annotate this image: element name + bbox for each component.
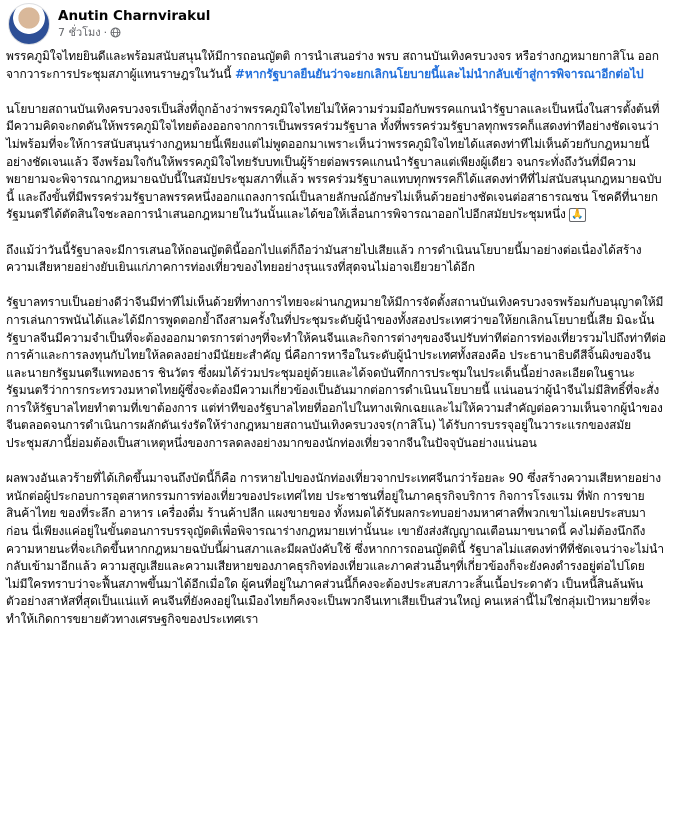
paragraph-1-text: พรรคภูมิใจไทยยินดีและพร้อมสนับสนุนให้มีการถอนญัตติ การนำเสนอร่าง พรบ สถานบันเทิงครบวงจร หรือร่างกฎหมายกาสิโน ออกจากวาระการประชุมสภาผู้แทนราษฎรในวันนี้ bbox=[6, 49, 659, 81]
paragraph-2-text: นโยบายสถานบันเทิงครบวงจรเป็นสิ่งที่ถูกอ้างว่าพรรคภูมิใจไทยไม่ให้ความร่วมมือกับพรรคแกนนำรัฐบาลและเป็นหนึ่งในสารตั้งต้นที่มีความคิดจะกดดันให้พรรคภูมิใจไทยต้องออกจากการเป็นพรรคร่วมรัฐบาล ทั้งที่พรรคร่วมรัฐบาลทุกพรรคก็แสดงท่าทีอย่างชัดเจนว่าไม่พร้อมที่จะให้การสนับสนุนร่างกฎหมายนี้เพียงแต่ไม่พูดออกมาเพราะเห็นว่าพรรคภูมิใจไทยได้แสดงท่าทีไม่เห็นด้วยกับกฎหมายนี้อย่างชัดเจนแล้ว จึงพร้อมใจกันให้พรรคภูมิใจไทยรับบทเป็นผู้ร้ายต่อพรรคแกนนำรัฐบาลแต่เพียงผู้เดียว จนกระทั่งถึงวันที่มีความพยายามจะพิจารณากฎหมายฉบับนี้ในสมัยประชุมสภาที่แล้ว พรรคร่วมรัฐบาลแทบทุกพรรคก็ได้แสดงท่าทีที่ไม่สนับสนุนกฎหมายฉบับนี้ และถึงขั้นที่มีพรรคร่วมรัฐบาลพรรคหนึ่งออกแถลงการณ์เป็นลายลักษณ์อักษรไม่เห็นด้วยอย่างชัดเจนต่อสาธารณชน โชคดีที่นายกรัฐมนตรีได้ตัดสินใจชะลอการนำเสนอกฎหมายในวันนั้นและได้ขอให้เลื่อนการพิจารณาออกไปอีกสมัยประชุมหนึ่ง bbox=[6, 101, 662, 222]
paragraph-3: ถึงแม้ว่าวันนี้รัฐบาลจะมีการเสนอให้ถอนญัตตินี้ออกไปแต่ก็ถือว่ามันสายไปเสียแล้ว การดำเนินนโยบายนี้มาอย่างต่อเนื่องได้สร้างความเสียหายอย่างยับเยินแก่ภาคการท่องเที่ยวของไทยอย่างรุนแรงที่สุดจนไม่อาจเยียวยาได้อีก bbox=[6, 242, 642, 275]
paragraph-1 bbox=[6, 48, 666, 83]
hashtag-link[interactable]: #หากรัฐบาลยืนยันว่าจะยกเลิกนโยบายนี้และไม่นำกลับเข้าสู่การพิจารณาอีกต่อไป bbox=[234, 66, 644, 81]
post-content bbox=[6, 48, 666, 629]
post-timestamp[interactable]: 7 ชั่วโมง bbox=[58, 26, 101, 39]
pray-emoji-icon: 🙏 bbox=[571, 209, 584, 221]
paragraph-5: ผลพวงอันเลวร้ายที่ได้เกิดขึ้นมาจนถึงบัดนี้ก็คือ การหายไปของนักท่องเที่ยวจากประเทศจีนกว่าร้อยละ 90 ซึ่งสร้างความเสียหายอย่างหนักต่อผู้ประกอบการอุตสาหกรรมการท่องเที่ยวของประเทศไทย ประชาชนที่อยู่ในภาคธุรกิจบริการ กิจการโรงแรม ที่พัก การขายสินค้าไทย ของที่ระลึก อาหาร เครื่องดื่ม ร้านค้าปลีก แผงขายของ ทั้งหมดได้รับผลกระทบอย่างมหาศาลที่พวกเขาไม่เคยประสบมาก่อน นี่เพียงแค่อยู่ในขั้นตอนการบรรจุญัตติเพื่อพิจารณาร่างกฎหมายเท่านั้นนะ เขายังส่งสัญญาณเตือนมาขนาดนี้ คงไม่ต้องนึกถึงความหายนะที่จะเกิดขึ้นหากกฎหมายฉบับนี้ผ่านสภาและมีผลบังคับใช้ ซึ่งหากการถอนญัตตินี้ รัฐบาลไม่แสดงท่าทีที่ชัดเจนว่าจะไม่นำกลับเข้ามาอีกแล้ว ความสูญเสียและความเสียหายของภาคธุรกิจท่องเที่ยวและภาคส่วนอื่นๆที่เกี่ยวข้องก็จะยังคงดำรงอยู่ต่อไปโดยไม่มีใครทราบว่าจะฟื้นสภาพขึ้นมาได้อีกเมื่อใด ผู้คนที่อยู่ในภาคส่วนนี้ก็คงจะต้องประสบสภาวะสิ้นเนื้อประดาตัว เป็นหนี้สินล้นพ้นตัวอย่างสาหัสที่สุดเป็นแน่แท้ คนจีนที่ยังคงอยู่ในเมืองไทยก็คงจะเป็นพวกจีนเทาเสียเป็นส่วนใหญ่ คนเหล่านี้ไม่ใช่กลุ่มเป้าหมายที่จะทำให้เกิดการขยายตัวทางเศรษฐกิจของประเทศเรา bbox=[6, 471, 664, 626]
post-time-row bbox=[58, 25, 210, 40]
post-meta bbox=[58, 8, 210, 40]
post-header bbox=[6, 0, 666, 48]
paragraph-2 bbox=[6, 101, 666, 224]
avatar[interactable] bbox=[8, 3, 50, 45]
author-name[interactable]: Anutin Charnvirakul bbox=[58, 8, 211, 24]
globe-icon[interactable] bbox=[110, 27, 121, 38]
separator-dot: · bbox=[103, 26, 108, 39]
paragraph-4: รัฐบาลทราบเป็นอย่างดีว่าจีนมีท่าทีไม่เห็นด้วยที่ทางการไทยจะผ่านกฎหมายให้มีการจัดตั้งสถานบันเทิงครบวงจรพร้อมกับอนุญาตให้มีการเล่นการพนันได้และได้มีการพูดตอกย้ำถึงสามครั้งในที่ประชุมระดับผู้นำของทั้งสองประเทศว่าขอให้ยกเลิกนโยบายนี้เสีย มิฉะนั้นรัฐบาลจีนมีความจำเป็นที่จะต้องออกมาตรการต่างๆที่จะทำให้คนจีนและกิจการต่างๆของจีนปรับท่าทีต่อการท่องเที่ยวรวมไปถึงท่าทีต่อการค้าและการลงทุนกับไทยให้ลดลงอย่างมีนัยยะสำคัญ นี่คือการหารือในระดับผู้นำประเทศทั้งสองคือ ประธานาธิบดีสีจิ้นผิงของจีนและนายกรัฐมนตรีแพทองธาร ชินวัตร ซึ่งผมได้ร่วมประชุมอยู่ด้วยและได้จดบันทึกการประชุมในประเด็นนี้อย่างละเอียดในฐานะรัฐมนตรีว่าการกระทรวงมหาดไทยผู้ซึ่งจะต้องมีความเกี่ยวข้องเป็นอันมากต่อการดำเนินนโยบายนี้ แน่นอนว่าผู้นำจีนไม่มีสิทธิ์ที่จะสั่งการให้รัฐบาลไทยทำตามที่เขาต้องการ แต่ท่าทีของรัฐบาลไทยที่ออกไปในทางเพิกเฉยและไม่ให้ความสำคัญต่อความเห็นจากผู้นำของจีนตลอดจนการดำเนินการผลักดันเร่งรัดให้ร่างกฎหมายสถานบันเทิงครบวงจร(กาสิโน) ได้รับการบรรจุอยู่ในวาระแรกของสมัยประชุมสภานี้ย่อมต้องเป็นสาเหตุหนึ่งของการลดลงอย่างมากของนักท่องเที่ยวจากจีนในปัจจุบันอย่างแน่นอน bbox=[6, 295, 666, 451]
